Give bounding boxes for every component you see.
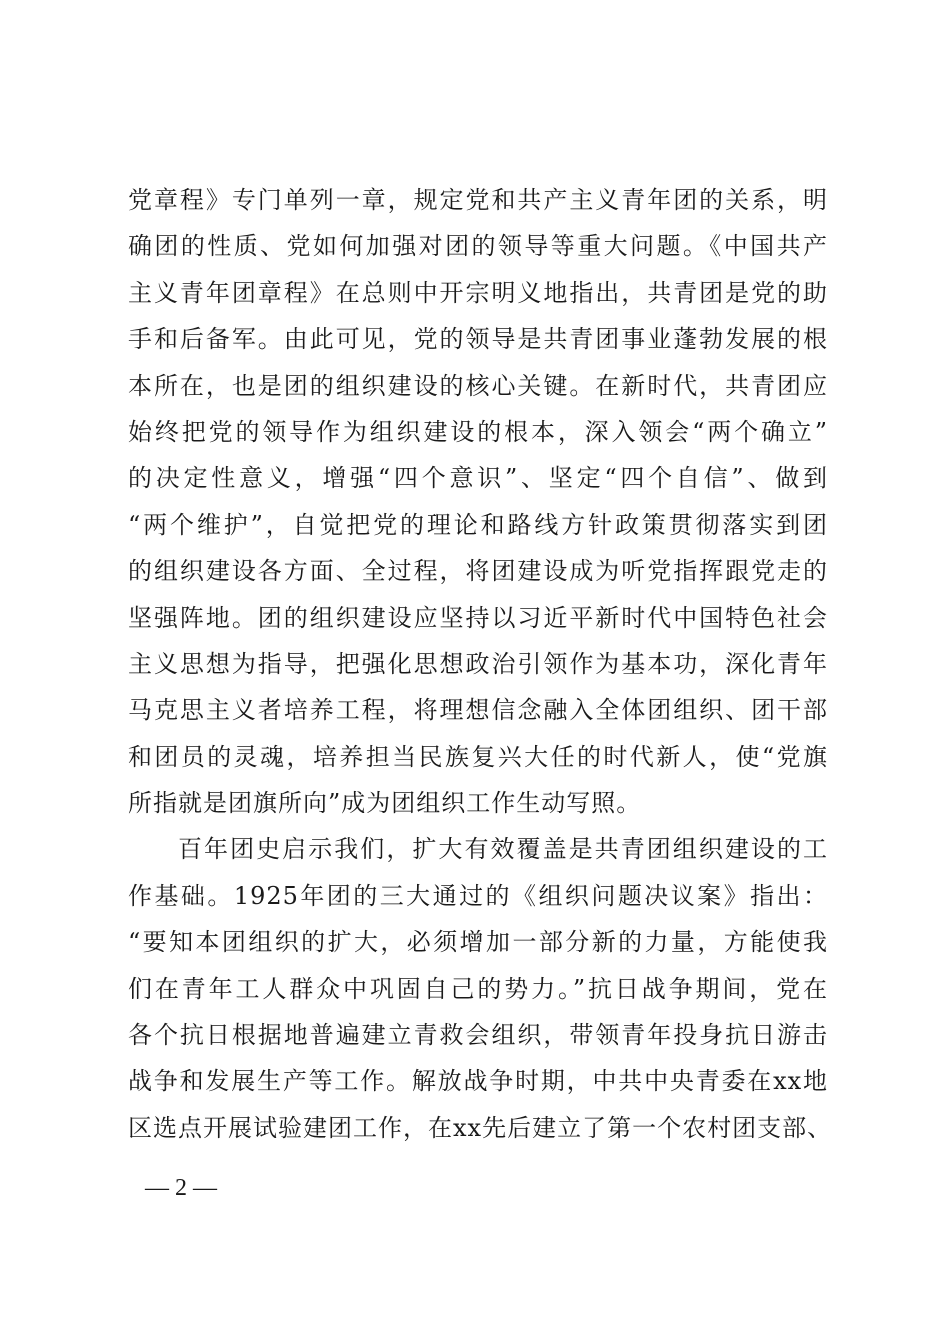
text-line: 主义思想为指导，把强化思想政治引领作为基本功，深化青年 <box>128 649 828 678</box>
text-line: 所指就是团旗所向”成为团组织工作生动写照。 <box>128 789 642 818</box>
text-line: 区选点开展试验建团工作，在xx先后建立了第一个农村团支部、 <box>128 1113 833 1142</box>
text-line: 本所在，也是团的组织建设的核心关键。在新时代，共青团应 <box>128 371 828 400</box>
text-line: 战争和发展生产等工作。解放战争时期，中共中央青委在xx地 <box>128 1067 828 1096</box>
body-text <box>128 180 833 1154</box>
text-line: 坚强阵地。团的组织建设应坚持以习近平新时代中国特色社会 <box>128 603 828 632</box>
text-line: 作基础。1925年团的三大通过的《组织问题决议案》指出： <box>128 881 828 910</box>
text-line: 马克思主义者培养工程，将理想信念融入全体团组织、团干部 <box>128 696 828 725</box>
text-line: 手和后备军。由此可见，党的领导是共青团事业蓬勃发展的根 <box>128 325 828 354</box>
paragraph-party-leadership <box>128 180 828 829</box>
text-line: 的组织建设各方面、全过程，将团建设成为听党指挥跟党走的 <box>128 557 828 586</box>
text-line: 们在青年工人群众中巩固自己的势力。”抗日战争期间，党在 <box>128 974 828 1003</box>
text-line: 和团员的灵魂，培养担当民族复兴大任的时代新人，使“党旗 <box>128 742 828 771</box>
paragraph-organization-coverage <box>128 829 833 1154</box>
text-line: 主义青年团章程》在总则中开宗明义地指出，共青团是党的助 <box>128 278 828 307</box>
page-number: — 2 — <box>145 1175 217 1201</box>
text-line: “两个维护”，自觉把党的理论和路线方针政策贯彻落实到团 <box>128 510 828 539</box>
text-line: “要知本团组织的扩大，必须增加一部分新的力量，方能使我 <box>128 928 828 957</box>
text-line: 百年团史启示我们，扩大有效覆盖是共青团组织建设的工 <box>178 835 828 864</box>
text-line: 党章程》专门单列一章，规定党和共产主义青年团的关系，明 <box>128 186 828 214</box>
text-line: 始终把党的领导作为组织建设的根本，深入领会“两个确立” <box>128 417 828 446</box>
text-line: 确团的性质、党如何加强对团的领导等重大问题。《中国共产 <box>128 232 828 261</box>
text-line: 的决定性意义，增强“四个意识”、坚定“四个自信”、做到 <box>128 464 828 493</box>
text-line: 各个抗日根据地普遍建立青救会组织，带领青年投身抗日游击 <box>128 1021 828 1050</box>
